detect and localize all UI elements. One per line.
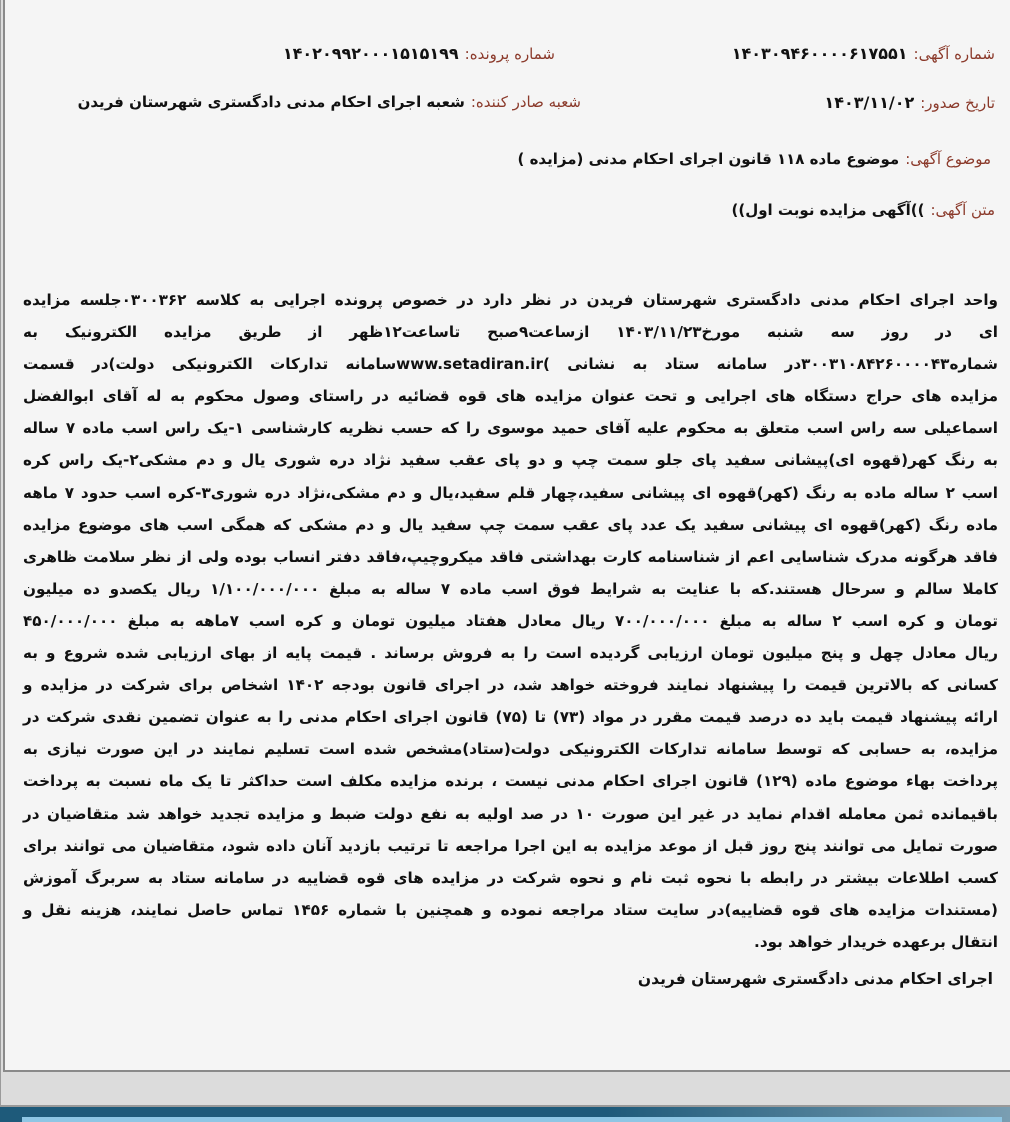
text-title: ))آگهی مزایده نوبت اول))	[731, 201, 925, 219]
body-line: مزایده های حراج دستگاه های اجرایی و تحت عنوان مزایده های قوه قضائیه در راستای وصول محکوم به له آقای ابوالفضل	[23, 387, 998, 406]
text-label: متن آگهی:	[930, 201, 995, 219]
case-number-label: شماره پرونده:	[464, 45, 555, 63]
body-line: تومان و کره اسب ۲ ساله به مبلغ ۷۰۰/۰۰۰/۰۰۰ ریال معادل هفتاد میلیون تومان و کره اسب ۷ماهه به مبلغ ۴۵۰/۰۰۰/۰۰۰	[23, 611, 998, 630]
window-border	[0, 0, 1, 1105]
body-line: واحد اجرای احکام مدنی دادگستری شهرستان فریدن در نظر دارد در خصوص پرونده اجرایی به کلاسه ۰۳۰۰۳۶۲جلسه مزایده	[23, 291, 998, 309]
body-line: باقیمانده ثمن معامله اقدام نماید در غیر این صورت ۱۰ در صد اولیه به نفع دولت ضبط و مزایده تجدید خواهد شد متقاضیان در	[23, 804, 998, 823]
body-line: کسانی که بالاترین قیمت را پیشنهاد نمایند فروخته خواهد شد، در اجرای قانون بودجه ۱۴۰۲ اشخاص برای شرکت در مزایده و	[23, 676, 998, 695]
body-line: شماره۳۰۰۳۱۰۸۴۲۶۰۰۰۰۴۳در سامانه ستاد به نشانی )www.setadiran.irسامانه تدارکات الکترونیکی دولت)در قسمت	[23, 355, 998, 374]
subject: موضوع ماده ۱۱۸ قانون اجرای احکام مدنی (مزایده )	[517, 150, 900, 168]
issuing-branch: شعبه اجرای احکام مدنی دادگستری شهرستان فریدن	[77, 93, 465, 111]
body-line: ریال معادل چهل و پنج میلیون تومان ارزیابی گردیده است را به فروش برساند . قیمت پایه از بهای ارزیابی شده شروع و به	[23, 644, 998, 663]
body-line: فاقد هرگونه مدرک شناسایی اعم از شناسنامه کارت بهداشتی فاقد میکروچیپ،فاقد دفتر انساب بوده ولی از نظر سلامت ظاهری	[23, 547, 998, 566]
issue-date-label: تاریخ صدور:	[920, 94, 995, 112]
body-line: انتقال برعهده خریدار خواهد بود.	[754, 932, 998, 951]
body-line: صورت تمایل می توانند پنج روز قبل از موعد مزایده به این اجرا مراجعه تا ترتیب بازدید آنان داده شود، متقاضیان می توانند برای	[23, 836, 998, 855]
case-number: ۱۴۰۲۰۹۹۲۰۰۰۱۵۱۵۱۹۹	[282, 44, 459, 63]
body-line: ارائه پیشنهاد قیمت باید ده درصد قیمت مقرر در مواد (۷۳) تا (۷۵) قانون اجرای احکام مدنی را به عنوان تضمین نقدی شرکت در	[23, 708, 998, 727]
case-number-field	[283, 44, 555, 63]
body-line: ماده رنگ (کهر)قهوه ای پیشانی سفید یک عدد پای عقب سمت چپ سفید یال و دم مشکی که همگی اسب های موضوع مزایده	[23, 515, 998, 534]
taskbar	[0, 1105, 1010, 1122]
text-title-field	[731, 201, 995, 219]
notice-number-label: شماره آگهی:	[913, 45, 995, 63]
body-line: به رنگ کهر(قهوه ای)پیشانی سفید پای جلو سمت چپ و دو پای عقب سفید نژاد دره شوری یال و دم مشکی۲-یک راس کره	[23, 451, 998, 470]
issue-date: ۱۴۰۳/۱۱/۰۲	[824, 93, 915, 112]
notice-panel	[3, 0, 1010, 1072]
issuing-branch-label: شعبه صادر کننده:	[470, 93, 581, 111]
notice-number: ۱۴۰۳۰۹۴۶۰۰۰۰۶۱۷۵۵۱	[731, 44, 908, 63]
body-line: مزایده، به حسابی که توسط سامانه تدارکات الکترونیکی دولت(ستاد)مشخص شده است تسلیم نمایند در این صورت نیازی به	[23, 740, 998, 759]
notice-body	[23, 284, 998, 958]
body-line: پرداخت بهاء موضوع ماده (۱۲۹) قانون اجرای احکام مدنی نیست ، برنده مزایده مکلف است حداکثر تا یک ماه نسبت به پرداخت	[23, 772, 998, 791]
subject-field	[518, 150, 992, 168]
body-line: اسماعیلی سه راس اسب متعلق به محکوم علیه آقای حمید موسوی را که حسب نظریه کارشناسی ۱-یک راس اسب ماده ۷ ساله	[23, 419, 999, 438]
body-line: ای در روز سه شنبه مورخ۱۴۰۳/۱۱/۲۳ ازساعت۹صبح تاساعت۱۲ظهر از طریق مزایده الکترونیک به	[23, 323, 999, 342]
body-line: کاملا سالم و سرحال هستند.که با عنایت به شرایط فوق اسب ماده ۷ ساله به مبلغ ۱/۱۰۰/۰۰۰/۰۰۰ ریال یکصدو ده میلیون	[23, 579, 998, 598]
issuing-branch-field	[78, 93, 581, 111]
notice-number-field	[732, 44, 995, 63]
signature: اجرای احکام مدنی دادگستری شهرستان فریدن	[637, 970, 993, 988]
body-line: کسب اطلاعات بیشتر در رابطه با نحوه ثبت نام و نحوه شرکت در مزایده های قوه قضاییه در سامانه ستاد به سربرگ آموزش	[23, 868, 998, 887]
subject-label: موضوع آگهی:	[905, 150, 991, 168]
issue-date-field	[824, 93, 995, 112]
body-line: اسب ۲ ساله ماده به رنگ (کهر)قهوه ای پیشانی سفید،چهار قلم سفید،یال و دم مشکی،نژاد دره شوری۳-کره اسب حدود ۷ ماهه	[23, 483, 998, 502]
body-line: (مستندات مزایده های قوه قضاییه)در سایت ستاد مراجعه نموده و همچنین با شماره ۱۴۵۶ تماس حاصل نمایند، هزینه نقل و	[23, 900, 998, 919]
